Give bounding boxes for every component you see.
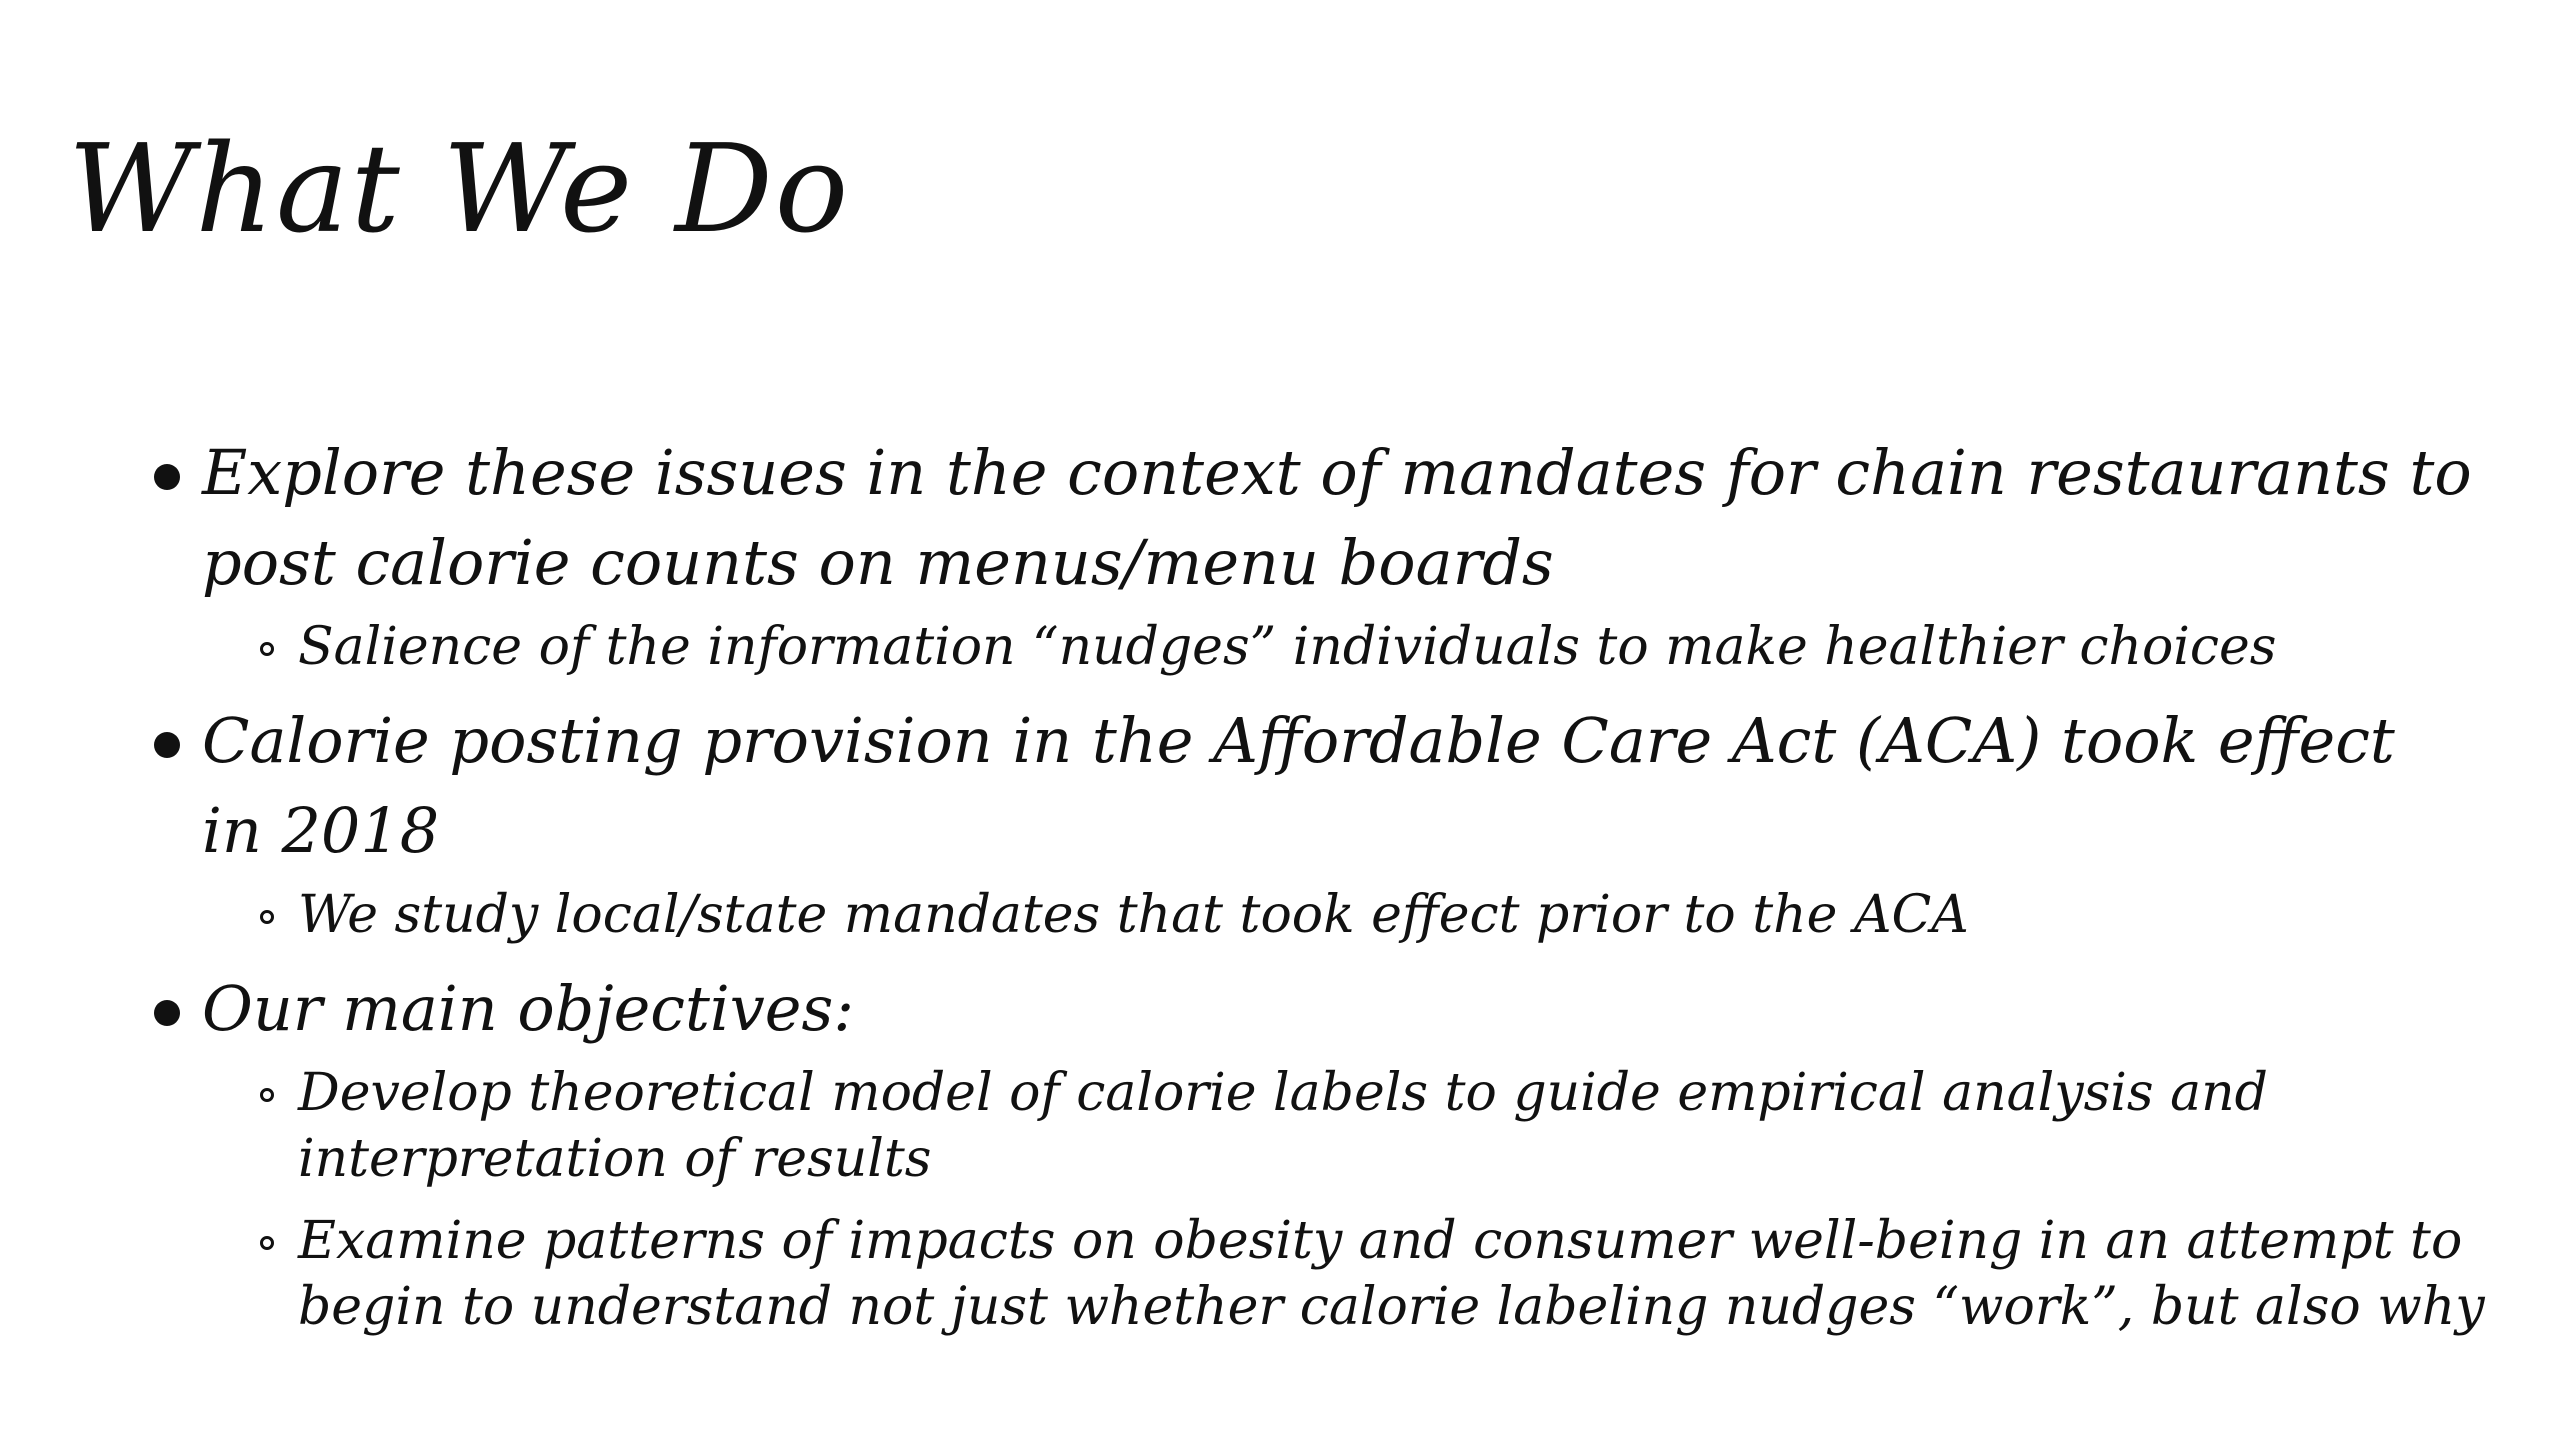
sub-bullet-circle-icon [260,1088,274,1102]
bullet-dot-icon [154,1000,180,1026]
sub-bullet-item [298,614,2498,680]
sub-bullet-item [298,882,2498,948]
sub-bullet-circle-icon [260,642,274,656]
slide-title: What We Do [68,118,851,260]
bullet-item [150,964,2472,1054]
bullet-text: Explore these issues in the context of mandates for chain restaurants to post calorie counts on menus/menu boards [202,436,2472,599]
bullet-list [150,428,2510,1356]
bullet-dot-icon [154,732,180,758]
sub-bullet-circle-icon [260,910,274,924]
bullet-text: Our main objectives: [202,972,855,1045]
bullet-text: Calorie posting provision in the Affordable Care Act (ACA) took effect in 2018 [202,704,2395,867]
sub-bullet-text: Examine patterns of impacts on obesity and consumer well-being in an attempt to begin to understand not just whether calorie labeling nudges “work”, but also why [298,1211,2485,1337]
bullet-dot-icon [154,464,180,490]
sub-bullet-item [298,1208,2498,1340]
bullet-item [150,428,2472,608]
sub-bullet-circle-icon [260,1236,274,1250]
sub-bullet-item [298,1060,2498,1192]
bullet-item [150,696,2472,876]
sub-bullet-text: We study local/state mandates that took effect prior to the ACA [298,885,1969,945]
sub-bullet-text: Develop theoretical model of calorie labels to guide empirical analysis and interpretation of results [298,1063,2268,1189]
sub-bullet-text: Salience of the information “nudges” individuals to make healthier choices [298,617,2277,677]
